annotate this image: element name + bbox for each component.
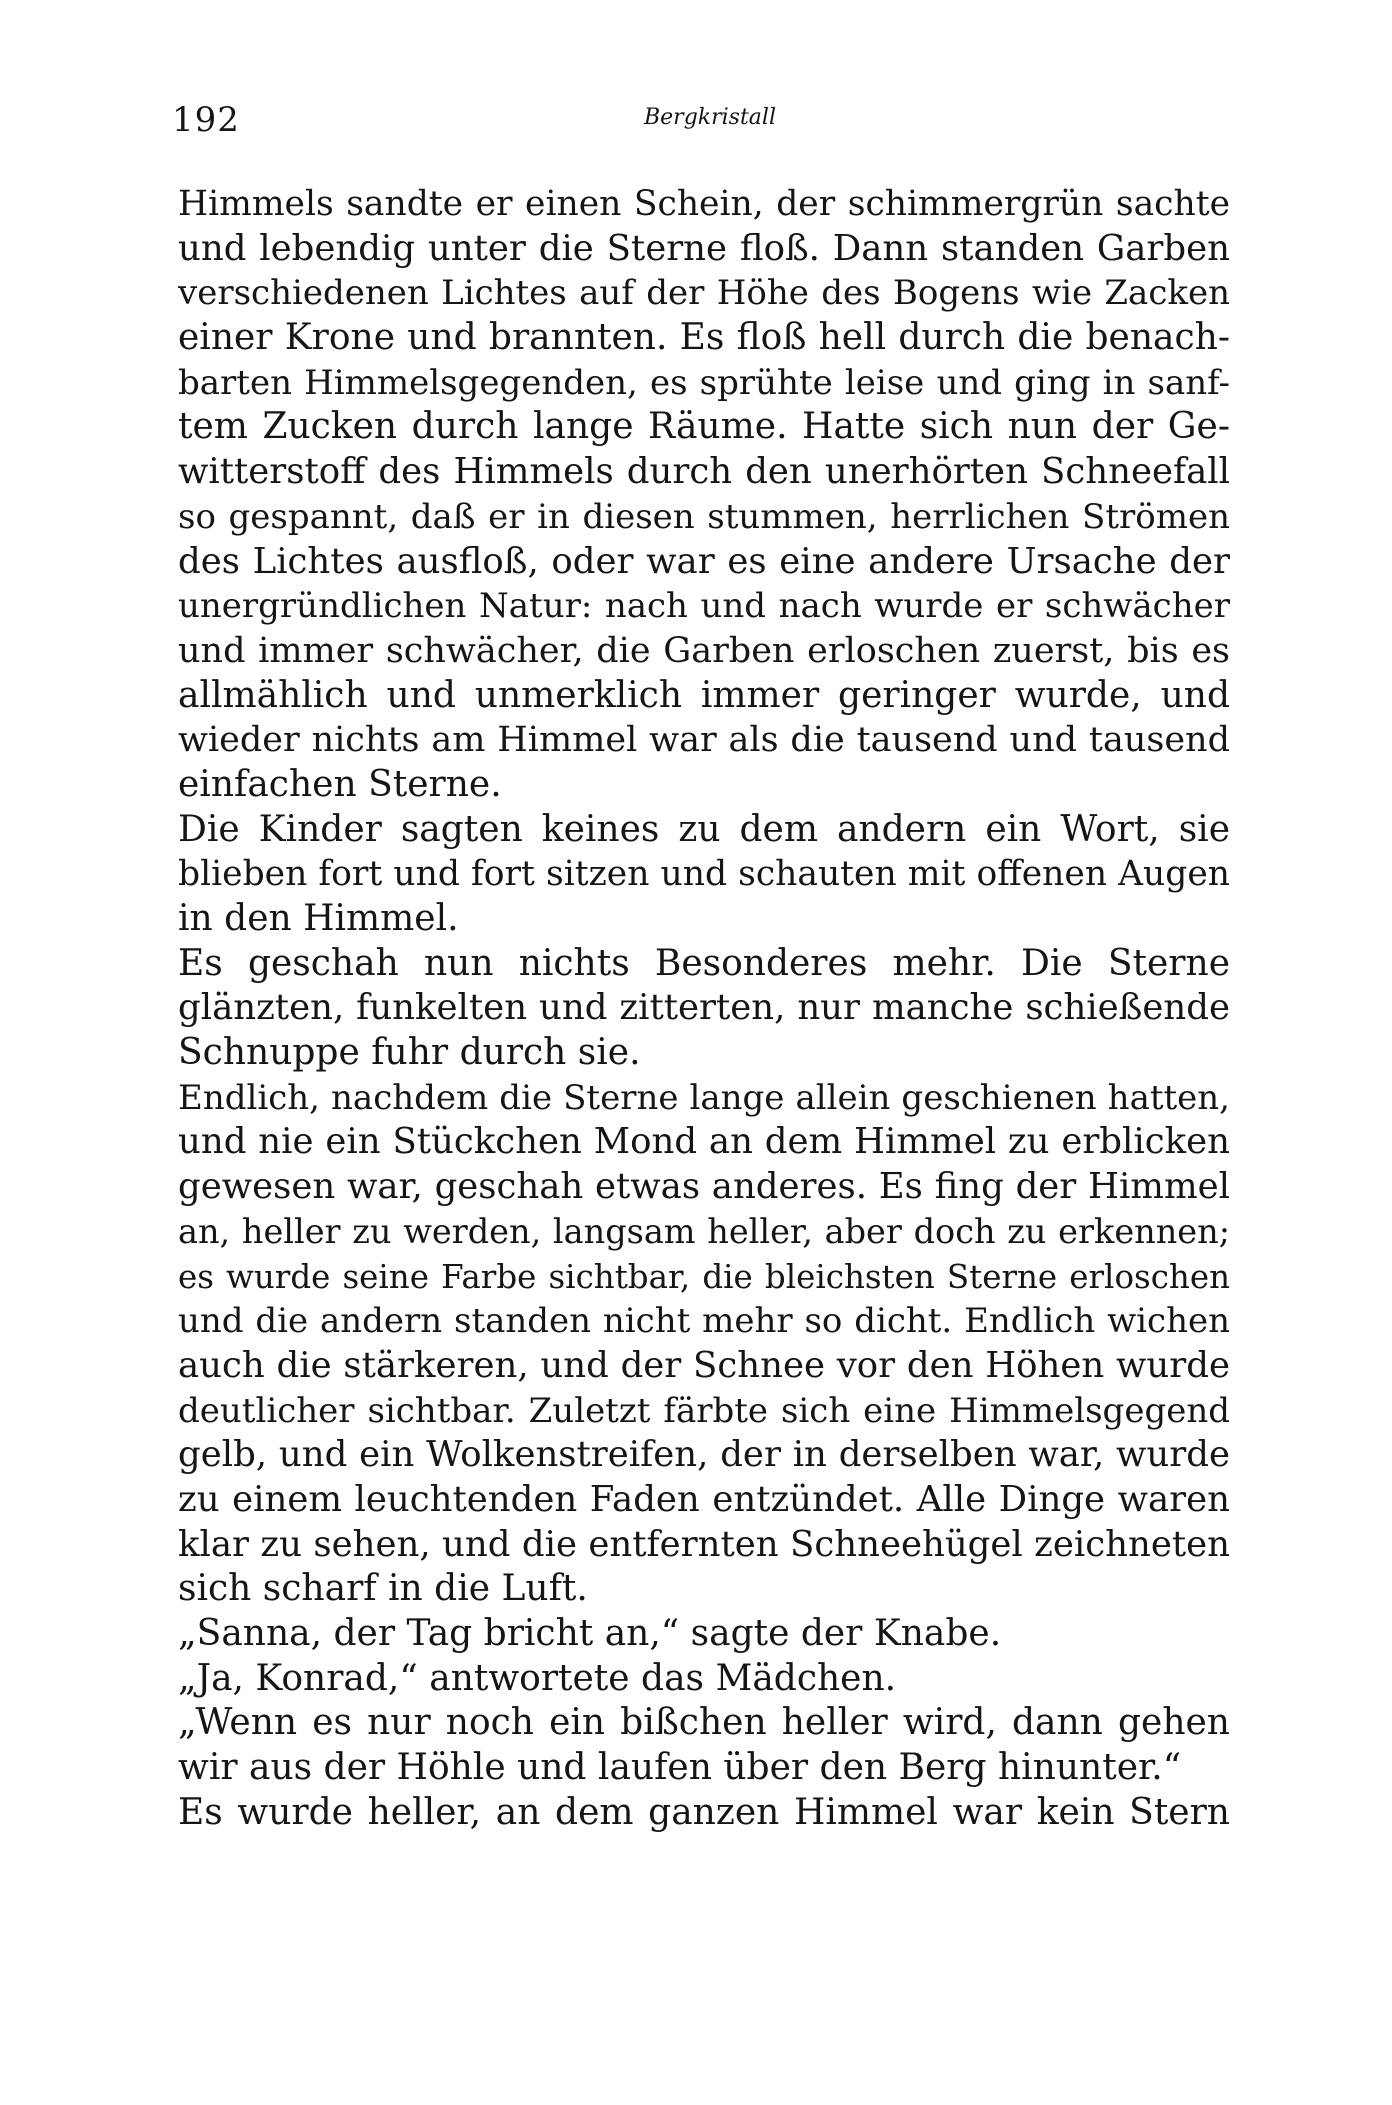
text-line: Es wurde heller, an dem ganzen Himmel war kein Stern [178, 1791, 1230, 1833]
text-line: wir aus der Höhle und laufen über den Berg hinunter.“ [178, 1747, 1182, 1789]
text-line: wieder nichts am Himmel war als die tausend und tausend [178, 720, 1230, 761]
text-line: gewesen war, geschah etwas anderes. Es fing der Himmel [178, 1166, 1230, 1208]
text-line: „Ja, Konrad,“ antwortete das Mädchen. [178, 1657, 897, 1699]
text-line: Es geschah nun nichts Besonderes mehr. Die Sterne [178, 942, 1230, 984]
text-line: blieben fort und fort sitzen und schauten mit offenen Augen [178, 854, 1230, 895]
text-line: einfachen Sterne. [178, 763, 502, 805]
text-line: Schnuppe fuhr durch sie. [178, 1032, 641, 1074]
text-line: tem Zucken durch lange Räume. Hatte sich nun der Ge- [178, 406, 1230, 448]
text-line: und lebendig unter die Sterne floß. Dann standen Garben [178, 227, 1230, 269]
text-line: „Wenn es nur noch ein bißchen heller wird, dann gehen [178, 1702, 1230, 1744]
text-line: es wurde seine Farbe sichtbar, die bleichsten Sterne erloschen [178, 1257, 1230, 1296]
text-line: sich scharf in die Luft. [178, 1568, 588, 1610]
text-line: Himmels sandte er einen Schein, der schimmergrün sachte [178, 184, 1230, 224]
text-line: und die andern standen nicht mehr so dicht. Endlich wichen [178, 1301, 1230, 1342]
text-line: allmählich und unmerklich immer geringer wurde, und [178, 674, 1230, 716]
text-line: und nie ein Stückchen Mond an dem Himmel zu erblicken [178, 1121, 1230, 1163]
text-line: unergründlichen Natur: nach und nach wurde er schwächer [178, 586, 1230, 627]
text-line: „Sanna, der Tag bricht an,“ sagte der Knabe. [178, 1613, 1002, 1654]
running-head: Bergkristall [644, 105, 776, 130]
text-line: witterstoff des Himmels durch den unerhörten Schneefall [178, 451, 1230, 493]
body-text [178, 182, 1230, 1835]
text-line: des Lichtes ausfloß, oder war es eine andere Ursache der [178, 540, 1230, 582]
text-line: verschiedenen Lichtes auf der Höhe des Bogens wie Zacken [178, 273, 1230, 314]
text-line: klar zu sehen, und die entfernten Schneehügel zeichneten [178, 1523, 1230, 1565]
text-line: glänzten, funkelten und zitterten, nur manche schießende [178, 987, 1230, 1029]
page-number: 192 [172, 100, 240, 140]
text-line: Endlich, nachdem die Sterne lange allein geschienen hatten, [178, 1077, 1230, 1118]
text-line: so gespannt, daß er in diesen stummen, herrlichen Strömen [178, 496, 1230, 537]
text-line: an, heller zu werden, langsam heller, aber doch zu erkennen; [178, 1211, 1230, 1251]
text-line: auch die stärkeren, und der Schnee vor den Höhen wurde [178, 1344, 1230, 1386]
text-line: in den Himmel. [178, 898, 459, 939]
text-line: deutlicher sichtbar. Zuletzt färbte sich eine Himmelsgegend [178, 1390, 1230, 1431]
text-line: zu einem leuchtenden Faden entzündet. Alle Dinge waren [178, 1478, 1230, 1520]
text-line: einer Krone und brannten. Es floß hell durch die benach- [178, 317, 1230, 359]
text-line: Die Kinder sagten keines zu dem andern ein Wort, sie [178, 808, 1230, 850]
text-line: barten Himmelsgegenden, es sprühte leise und ging in sanf- [178, 362, 1230, 403]
text-line: und immer schwächer, die Garben erloschen zuerst, bis es [178, 630, 1230, 671]
text-line: gelb, und ein Wolkenstreifen, der in derselben war, wurde [178, 1434, 1230, 1476]
